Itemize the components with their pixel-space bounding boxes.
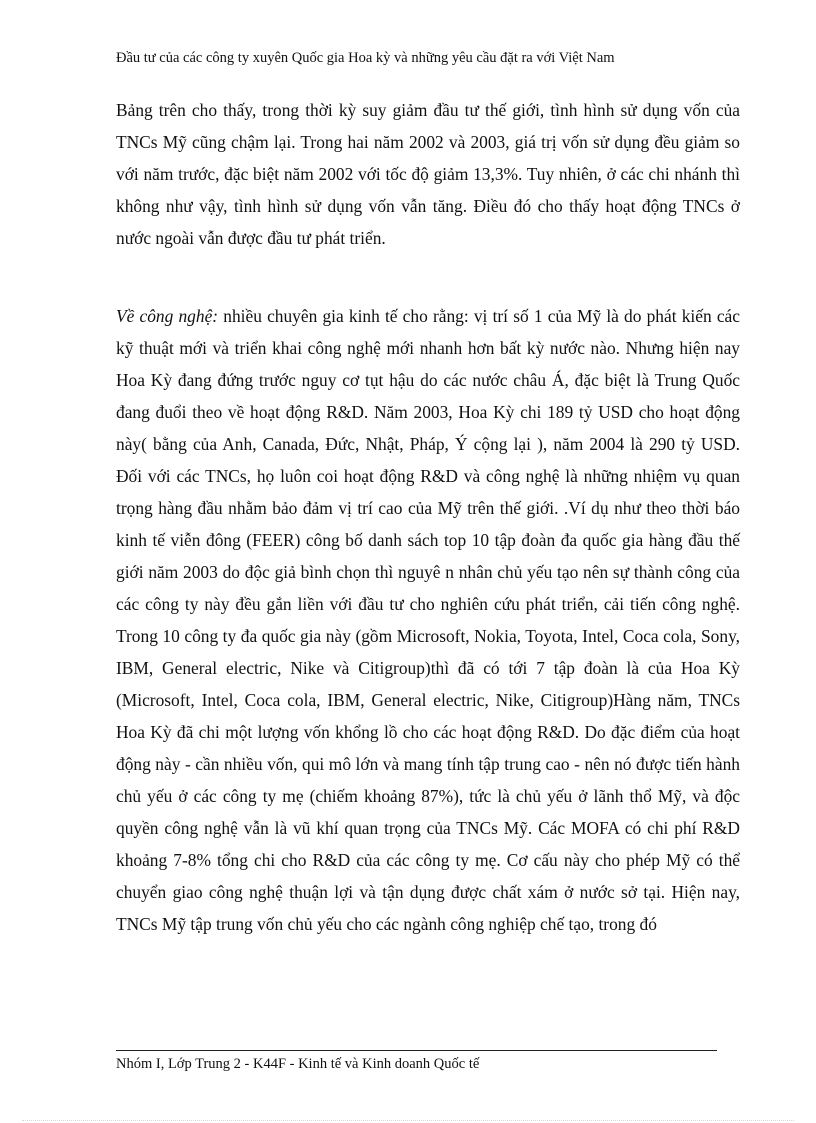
page-header: Đầu tư của các công ty xuyên Quốc gia Hoa kỳ và những yêu cầu đặt ra với Việt Nam xyxy=(116,50,615,66)
page-edge-divider xyxy=(22,1120,794,1121)
paragraph-capital-usage: Bảng trên cho thấy, trong thời kỳ suy giảm đầu tư thế giới, tình hình sử dụng vốn của TNCs Mỹ cũng chậm lại. Trong hai năm 2002 và 2003, giá trị vốn sử dụng đều giảm so với năm trước, đặc biệt năm 2002 với tốc độ giảm 13,3%. Tuy nhiên, ở các chi nhánh thì không như vậy, tình hình sử dụng vốn vẫn tăng. Điều đó cho thấy hoạt động TNCs ở nước ngoài vẫn được đầu tư phát triển. xyxy=(116,100,740,248)
page-footer: Nhóm I, Lớp Trung 2 - K44F - Kinh tế và Kinh doanh Quốc tế xyxy=(116,1056,480,1072)
footer-divider xyxy=(116,1050,717,1051)
paragraph-technology xyxy=(116,300,740,940)
technology-text: nhiều chuyên gia kinh tế cho rằng: vị trí số 1 của Mỹ là do phát kiến các kỹ thuật mới và triển khai công nghệ mới nhanh hơn bất kỳ nước nào. Nhưng hiện nay Hoa Kỳ đang đứng trước nguy cơ tụt hậu do các nước châu Á, đặc biệt là Trung Quốc đang đuổi theo về hoạt động R&D. Năm 2003, Hoa Kỳ chi 189 tỷ USD cho hoạt động này( bằng của Anh, Canada, Đức, Nhật, Pháp, Ý cộng lại ), năm 2004 là 290 tỷ USD. Đối với các TNCs, họ luôn coi hoạt động R&D và công nghệ là những nhiệm vụ quan trọng hàng đầu nhằm bảo đảm vị trí cao của Mỹ trên thế giới. .Ví dụ như theo thời báo kinh tế viễn đông (FEER) công bố danh sách top 10 tập đoàn đa quốc gia hàng đầu thế giới năm 2003 do độc giả bình chọn thì nguyê n nhân chủ yếu tạo nên sự thành công của các công ty này đều gắn liền với đầu tư cho nghiên cứu phát triển, cải tiến công nghệ. Trong 10 công ty đa quốc gia này (gồm Microsoft, Nokia, Toyota, Intel, Coca cola, Sony, IBM, General electric, Nike và Citigroup)thì đã có tới 7 tập đoàn là của Hoa Kỳ (Microsoft, Intel, Coca cola, IBM, General electric, Nike, Citigroup)Hàng năm, TNCs Hoa Kỳ đã chi một lượng vốn khổng lồ cho các hoạt động R&D. Do đặc điểm của hoạt động này - cần nhiều vốn, qui mô lớn và mang tính tập trung cao - nên nó được tiến hành chủ yếu ở các công ty mẹ (chiếm khoảng 87%), tức là chủ yếu ở lãnh thổ Mỹ, và độc quyền công nghệ vẫn là vũ khí quan trọng của TNCs Mỹ. Các MOFA có chi phí R&D khoảng 7-8% tổng chi cho R&D của các công ty mẹ. Cơ cấu này cho phép Mỹ có thể chuyển giao công nghệ thuận lợi và tận dụng được chất xám ở nước sở tại. Hiện nay, TNCs Mỹ tập trung vốn chủ yếu cho các ngành công nghiệp chế tạo, trong đó xyxy=(116,306,740,934)
technology-label: Về công nghệ: xyxy=(116,306,219,326)
